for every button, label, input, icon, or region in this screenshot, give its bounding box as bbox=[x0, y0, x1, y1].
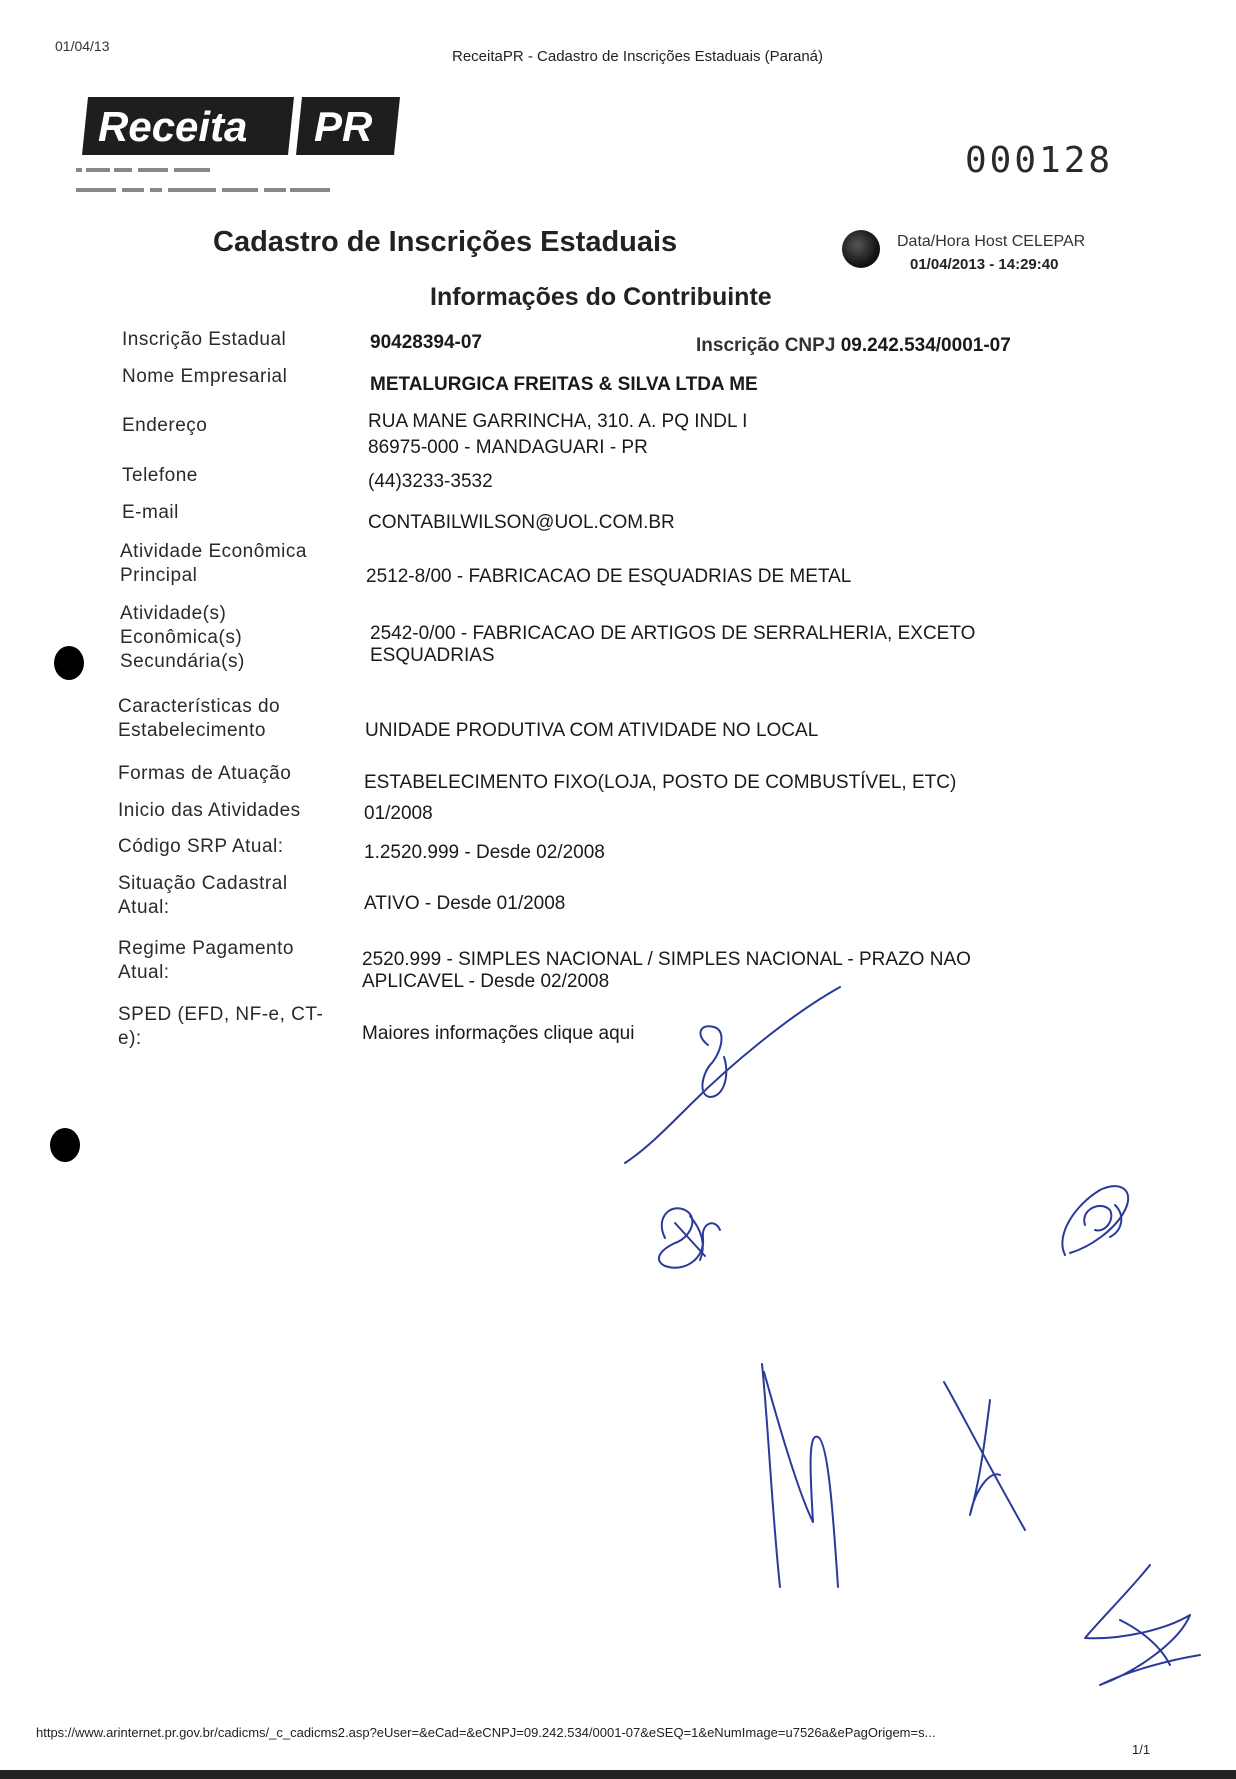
stamp-number: 000128 bbox=[965, 140, 1114, 181]
punch-hole-lower bbox=[50, 1128, 80, 1162]
label-caracteristicas-line1: Características do bbox=[118, 696, 281, 717]
label-inscricao-estadual: Inscrição Estadual bbox=[122, 329, 287, 350]
label-situacao-cadastral-line2: Atual: bbox=[118, 897, 170, 918]
print-date: 01/04/13 bbox=[55, 38, 110, 54]
punch-hole-upper bbox=[54, 646, 84, 680]
page-heading: Cadastro de Inscrições Estaduais bbox=[213, 226, 678, 258]
handwritten-signature-1 bbox=[620, 985, 840, 1165]
initials-5 bbox=[1080, 1560, 1205, 1690]
label-codigo-srp: Código SRP Atual: bbox=[118, 836, 284, 857]
value-inscricao-estadual: 90428394-07 bbox=[370, 332, 482, 353]
value-inicio-atividades: 01/2008 bbox=[364, 803, 433, 824]
value-situacao-cadastral: ATIVO - Desde 01/2008 bbox=[364, 893, 566, 914]
logo-text-receita: Receita bbox=[98, 103, 248, 150]
value-caracteristicas: UNIDADE PRODUTIVA COM ATIVIDADE NO LOCAL bbox=[365, 720, 819, 741]
footer-url: https://www.arinternet.pr.gov.br/cadicms/_c_cadicms2.asp?eUser=&eCad=&eCNPJ=09.242.534/0001-07&eSEQ=1&eNumImage=u7526a&ePagOrigem=s... bbox=[36, 1725, 936, 1740]
label-email: E-mail bbox=[122, 502, 179, 523]
value-formas-atuacao: ESTABELECIMENTO FIXO(LOJA, POSTO DE COMBUSTÍVEL, ETC) bbox=[364, 772, 957, 793]
logo-text-pr: PR bbox=[314, 103, 373, 150]
value-email: CONTABILWILSON@UOL.COM.BR bbox=[368, 512, 675, 533]
value-atividade-secundaria-line2: ESQUADRIAS bbox=[370, 645, 495, 666]
value-atividade-secundaria-line1: 2542-0/00 - FABRICACAO DE ARTIGOS DE SERRALHERIA, EXCETO bbox=[370, 623, 976, 644]
value-nome-empresarial: METALURGICA FREITAS & SILVA LTDA ME bbox=[370, 374, 758, 395]
label-endereco: Endereço bbox=[122, 415, 208, 436]
label-atividade-secundaria bbox=[120, 602, 340, 674]
value-codigo-srp: 1.2520.999 - Desde 02/2008 bbox=[364, 842, 605, 863]
label-situacao-cadastral bbox=[118, 872, 338, 920]
label-sped-line2: e): bbox=[118, 1028, 142, 1049]
label-atividade-secundaria-line1: Atividade(s) bbox=[120, 603, 227, 624]
label-nome-empresarial: Nome Empresarial bbox=[122, 366, 288, 387]
value-telefone: (44)3233-3532 bbox=[368, 471, 493, 492]
scan-bottom-edge bbox=[0, 1770, 1236, 1779]
initials-3 bbox=[758, 1362, 868, 1592]
label-atividade-principal bbox=[120, 540, 340, 588]
initials-4 bbox=[940, 1380, 1030, 1540]
initials-2 bbox=[1055, 1175, 1135, 1260]
label-situacao-cadastral-line1: Situação Cadastral bbox=[118, 873, 288, 894]
label-regime-pagamento bbox=[118, 937, 338, 985]
label-caracteristicas-line2: Estabelecimento bbox=[118, 720, 266, 741]
sped-more-info-link[interactable]: Maiores informações clique aqui bbox=[362, 1023, 635, 1044]
label-inicio-atividades: Inicio das Atividades bbox=[118, 800, 301, 821]
value-endereco-line2: 86975-000 - MANDAGUARI - PR bbox=[368, 437, 648, 458]
label-telefone: Telefone bbox=[122, 465, 198, 486]
section-heading: Informações do Contribuinte bbox=[430, 283, 772, 311]
inscricao-cnpj bbox=[696, 335, 1011, 357]
label-formas-atuacao: Formas de Atuação bbox=[118, 763, 292, 784]
logo-subtitle-illegible bbox=[76, 164, 366, 204]
value-inscricao-cnpj: 09.242.534/0001-07 bbox=[840, 335, 1011, 356]
label-atividade-principal-line1: Atividade Econômica bbox=[120, 541, 307, 562]
label-sped-line1: SPED (EFD, NF-e, CT- bbox=[118, 1004, 324, 1025]
initials-1 bbox=[645, 1198, 725, 1273]
footer-page-count: 1/1 bbox=[1132, 1742, 1151, 1757]
label-sped bbox=[118, 1003, 338, 1051]
receita-pr-logo bbox=[82, 95, 400, 157]
host-datetime-value: 01/04/2013 - 14:29:40 bbox=[910, 256, 1059, 273]
print-page-title: ReceitaPR - Cadastro de Inscrições Estaduais (Paraná) bbox=[452, 48, 824, 65]
label-caracteristicas bbox=[118, 695, 338, 743]
host-status-bullet bbox=[842, 230, 880, 268]
label-regime-pagamento-line1: Regime Pagamento bbox=[118, 938, 294, 959]
label-atividade-principal-line2: Principal bbox=[120, 565, 198, 586]
label-atividade-secundaria-line2: Econômica(s) bbox=[120, 627, 243, 648]
value-regime-pagamento-line1: 2520.999 - SIMPLES NACIONAL / SIMPLES NACIONAL - PRAZO NAO bbox=[362, 949, 971, 970]
label-inscricao-cnpj: Inscrição CNPJ bbox=[696, 335, 836, 356]
value-endereco-line1: RUA MANE GARRINCHA, 310. A. PQ INDL I bbox=[368, 411, 748, 432]
label-atividade-secundaria-line3: Secundária(s) bbox=[120, 651, 245, 672]
label-regime-pagamento-line2: Atual: bbox=[118, 962, 170, 983]
value-regime-pagamento-line2: APLICAVEL - Desde 02/2008 bbox=[362, 971, 610, 992]
host-datetime-label: Data/Hora Host CELEPAR bbox=[897, 233, 1086, 250]
value-atividade-principal: 2512-8/00 - FABRICACAO DE ESQUADRIAS DE METAL bbox=[366, 566, 852, 587]
